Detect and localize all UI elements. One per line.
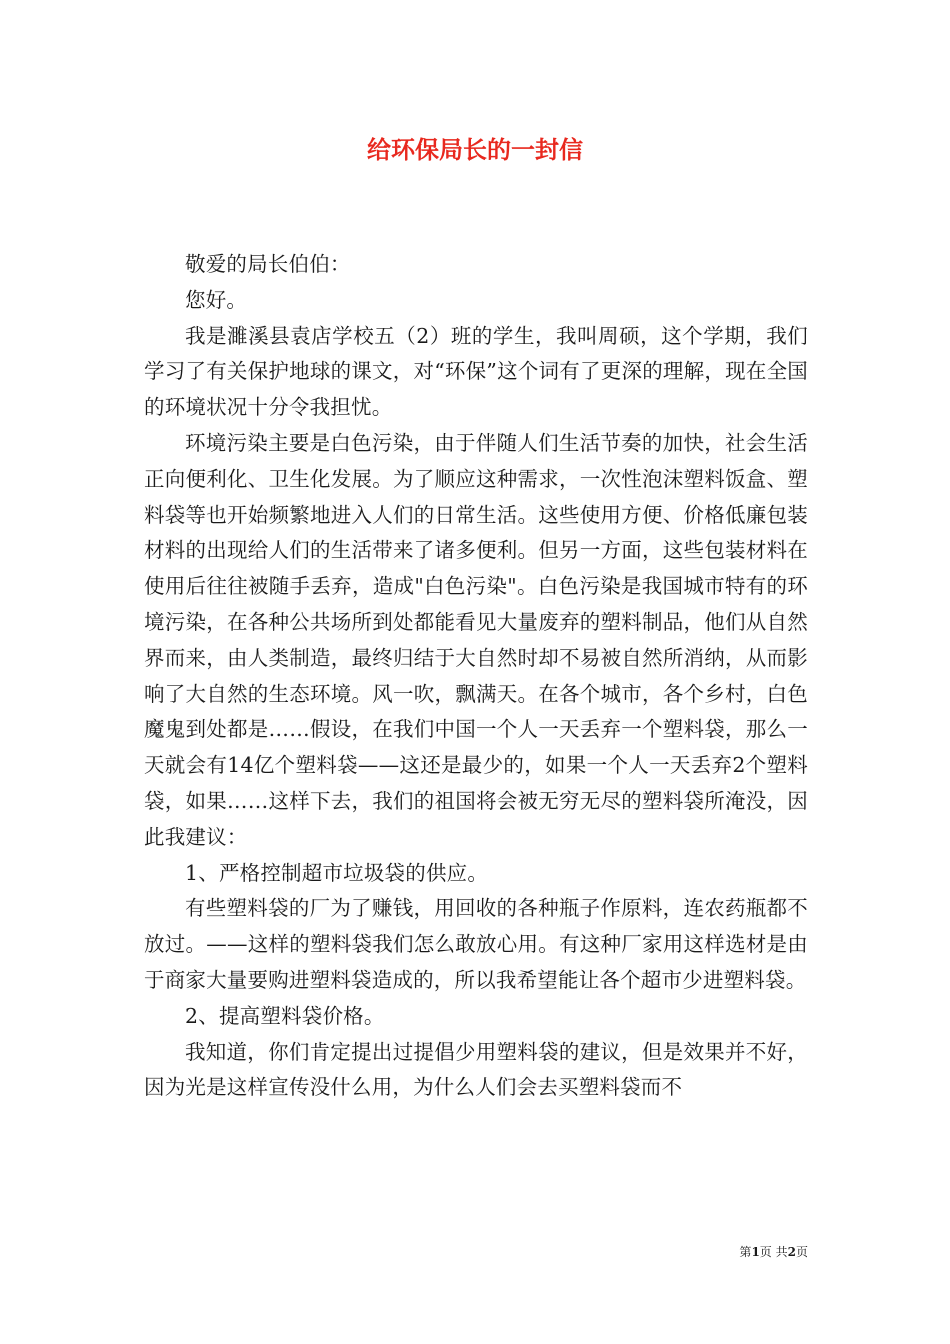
suggestion-1-paragraph: 有些塑料袋的厂为了赚钱，用回收的各种瓶子作原料，连农药瓶都不放过。——这样的塑料袋我们怎么敢放心用。有这种厂家用这样选材是由于商家大量要购进塑料袋造成的，所以我希望能让各个超市少进塑料袋。 (144, 896, 808, 992)
suggestion-2-heading: 2、提高塑料袋价格。 (185, 1003, 385, 1028)
total-pages-number: 2 (787, 1245, 796, 1259)
page-footer (690, 1244, 808, 1260)
suggestion-2-paragraph: 我知道，你们肯定提出过提倡少用塑料袋的建议，但是效果并不好，因为光是这样宣传没什么用，为什么人们会去买塑料袋而不 (144, 1039, 808, 1100)
footer-prefix: 第 (739, 1245, 752, 1259)
greeting: 您好。 (185, 287, 248, 312)
footer-middle: 页 共 (759, 1245, 788, 1259)
intro-paragraph: 我是濉溪县袁店学校五（2）班的学生，我叫周硕，这个学期，我们学习了有关保护地球的课文，对“环保”这个词有了更深的理解，现在全国的环境状况十分令我担忧。 (144, 323, 808, 420)
pollution-paragraph: 环境污染主要是白色污染，由于伴随人们生活节奏的加快，社会生活正向便利化、卫生化发展。为了顺应这种需求，一次性泡沫塑料饭盒、塑料袋等也开始频繁地进入人们的日常生活。这些使用方便、价格低廉包装材料的出现给人们的生活带来了诸多便利。但另一方面，这些包装材料在使用后往往被随手丢弃，造成"白色污染"。白色污染是我国城市特有的环境污染，在各种公共场所到处都能看见大量废弃的塑料制品，他们从自然界而来，由人类制造，最终归结于大自然时却不易被自然所消纳，从而影响了大自然的生态环境。风一吹，飘满天。在各个城市，各个乡村，白色魔鬼到处都是……假设，在我们中国一个人一天丢弃一个塑料袋，那么一天就会有14亿个塑料袋——这还是最少的，如果一个人一天丢弃2个塑料袋，如果……这样下去，我们的祖国将会被无穷无尽的塑料袋所淹没，因此我建议： (144, 430, 808, 849)
current-page-number: 1 (751, 1245, 760, 1259)
document-title: 给环保局长的一封信 (367, 135, 583, 164)
letter-body (144, 247, 808, 1106)
salutation: 敬爱的局长伯伯： (185, 252, 351, 276)
suggestion-1-heading: 1、严格控制超市垃圾袋的供应。 (185, 860, 489, 885)
footer-suffix: 页 (795, 1245, 808, 1259)
